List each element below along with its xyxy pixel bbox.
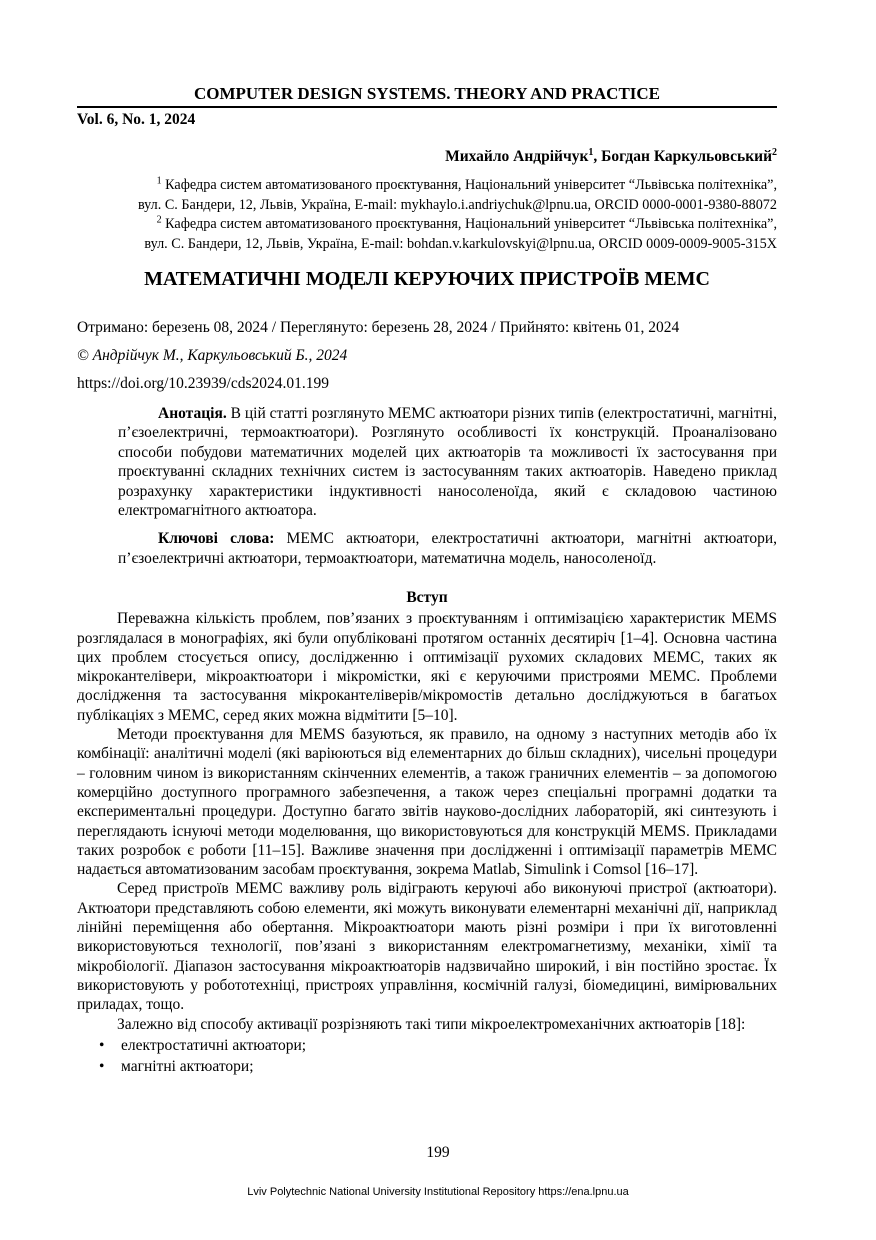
affiliation-line: Кафедра систем автоматизованого проєктування, Національний університет “Львівська політехніка”, [165,177,777,193]
doi-link[interactable]: https://doi.org/10.23939/cds2024.01.199 [77,375,330,392]
authors: Михайло Андрійчук$^1$, Богдан Каркульовський$^2$ [445,146,777,165]
list-item: • електростатичні актюатори; [121,1035,777,1056]
bullet-list [77,1035,777,1077]
keywords-label: Ключові слова: [158,530,275,548]
affiliation-mark: 2 [156,214,162,226]
journal-title: COMPUTER DESIGN SYSTEMS. THEORY AND PRACTICE [193,84,661,103]
body-text [77,588,777,1077]
list-item: • магнітні актюатори; [121,1056,777,1077]
author-name: Михайло Андрійчук [445,148,589,165]
header-rule [77,106,777,108]
dates: Отримано: березень 08, 2024 / Переглянуто: березень 28, 2024 / Прийнято: квітень 01, 2024 [77,319,680,336]
affiliation-line: Кафедра систем автоматизованого проєктування, Національний університет “Львівська політехніка”, [165,216,777,233]
paragraph: Залежно від способу активації розрізняють такі типи мікроелектромеханічних актюаторів [18]: [117,1015,746,1033]
repository-footer: Lviv Polytechnic National University Institutional Repository https://ena.lpnu.ua [247,1186,629,1198]
keywords-text: МЕМС актюатори, електростатичні актюатори, магнітні актюатори, п’єзоелектричні актюатори, термоактюатори, математична модель, наносоленоїд. [118,530,777,567]
paper-title: МАТЕМАТИЧНІ МОДЕЛІ КЕРУЮЧИХ ПРИСТРОЇВ МЕМС [144,268,710,290]
section-heading: Вступ [406,589,448,606]
author-mark: 1 [588,146,594,158]
page-number: 199 [426,1144,450,1161]
abstract [118,404,777,568]
copyright: © Андрійчук М., Каркульовський Б., 2024 [77,347,348,364]
author-name: Богдан Каркульовський [601,148,772,165]
paragraph: Переважна кількість проблем, пов’язаних з проєктуванням і оптимізацією характеристик MEMS розглядалася в монографіях, які були опубліковані протягом останніх десятиріч [1–4]. Основна частина цих проблем стосується опису, дослідженню і оптимізації рухомих складових МЕМС, таких як мікрокантелівери, мікроактюатори і мікромістки, які є керуючими пристроями МЕМС. Проблеми дослідження та застосування мікрокантеліверів/мікромостів детально досліджуються в багатьох публікаціях з МЕМС, серед яких можна відмітити [5–10]. [77,610,777,724]
paragraph: Серед пристроїв МЕМС важливу роль відіграють керуючі або виконуючі пристрої (актюатори). Актюатори представляють собою елементи, які можуть виконувати елементарні механічні дії, наприклад лінійні переміщення або обертання. Мікроактюатори мають різні розміри і при їх виготовленні використовуються технології, пов’язані з використанням електромагнетизму, механіки, хімії та мікробіології. Діапазон застосування мікроактюаторів надзвичайно широкий, і він постійно зростає. Їх використовують у робототехніці, пристроях управління, космічній галузі, біомедицині, вимірювальних приладах, тощо. [77,880,777,1014]
abstract-label: Анотація. [158,405,227,422]
affiliation-line: вул. С. Бандери, 12, Львів, Україна, E-mail: bohdan.v.karkulovskyi@lpnu.ua, ORCID 0009-0009-9005-315X [144,235,777,252]
affiliations [77,176,777,254]
affiliation-line: вул. С. Бандери, 12, Львів, Україна, E-mail: mykhaylo.i.andriychuk@lpnu.ua, ORCID 0000-0001-9380-88072 [137,196,777,213]
affiliation-mark: 1 [156,175,162,187]
volume-info: Vol. 6, No. 1, 2024 [77,111,196,128]
paragraph: Методи проєктування для MEMS базуються, як правило, на одному з наступних методів або їх комбінації: аналітичні моделі (які варіюються від елементарних до більш складних), чисельні процедури – головним чином із використанням скінченних елементів, а також граничних елементів – за допомогою комерційно доступного програмного забезпечення, а також через спеціальні програмні додатки та експериментальні процедури. Доступно багато звітів науково-дослідних лабораторій, які синтезують і переглядають існуючі методи моделювання, що використовуються для конструкцій MEMS. Прикладами таких розробок є роботи [11–15]. Важливе значення при дослідженні і оптимізації параметрів МЕМС надається автоматизованим засобам проєктування, зокрема Matlab, Simulink і Comsol [16–17]. [77,726,777,879]
abstract-text: В цій статті розглянуто МЕМС актюатори різних типів (електростатичні, магнітні, п’єзоелектричні, термоактюатори). Розглянуто особливості їх конструкцій. Проаналізовано способи побудови математичних моделей цих актюаторів та можливості їх застосування при проєктуванні складних технічних систем із застосуванням таких актюаторів. Наведено приклад розрахунку характеристики індуктивності наносоленоїда, який є складовою частиною електромагнітного актюатора. [118,405,777,520]
author-mark: 2 [772,146,777,158]
